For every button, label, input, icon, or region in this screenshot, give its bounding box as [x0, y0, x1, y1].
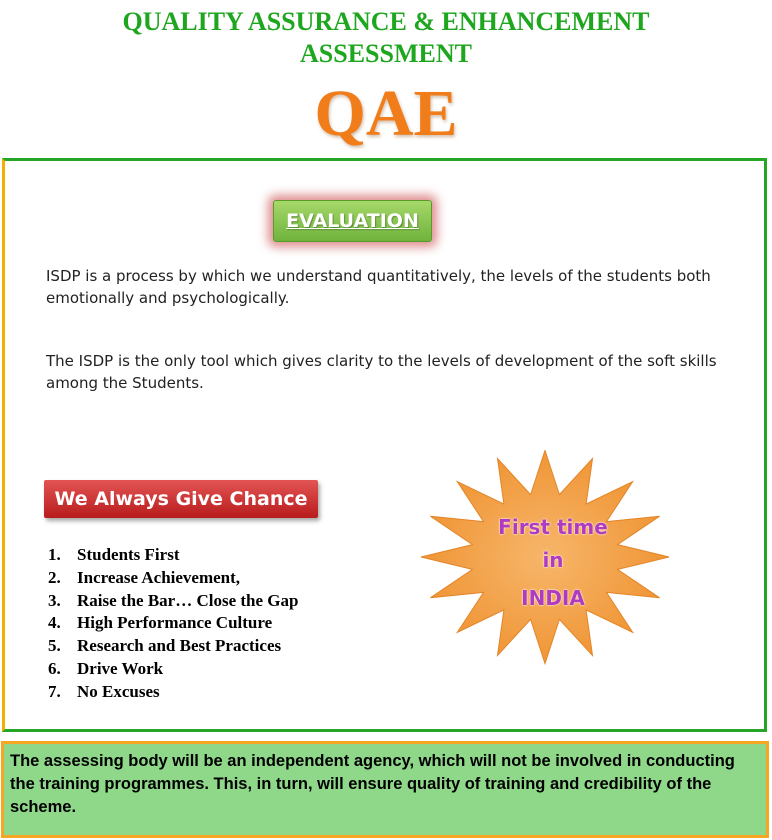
list-item-number: 4.: [48, 613, 61, 633]
evaluation-heading: EVALUATION: [273, 200, 432, 242]
chance-banner: We Always Give Chance: [44, 480, 318, 518]
list-item: [48, 567, 298, 590]
principles-list: [48, 544, 298, 704]
starburst-text-line2: in: [542, 548, 564, 572]
list-item-text: Raise the Bar… Close the Gap: [77, 590, 299, 610]
acronym-heading: QAE: [314, 77, 458, 150]
list-item: [48, 658, 298, 681]
list-item: [48, 612, 298, 635]
list-item-number: 2.: [48, 567, 61, 587]
starburst-text-line3: INDIA: [521, 586, 585, 610]
list-item-number: 5.: [48, 636, 61, 656]
list-item-text: Drive Work: [77, 658, 164, 678]
list-item-number: 6.: [48, 658, 61, 678]
list-item-text: Increase Achievement,: [77, 567, 241, 587]
list-item-text: Students First: [77, 545, 180, 564]
page-title-line1: QUALITY ASSURANCE & ENHANCEMENT: [122, 7, 650, 36]
list-item-text: No Excuses: [77, 681, 160, 701]
evaluation-paragraph-2: The ISDP is the only tool which gives clarity to the levels of development of the soft skills among the Students.: [46, 352, 717, 392]
list-item: [48, 544, 298, 567]
list-item-text: High Performance Culture: [77, 613, 273, 633]
scheme-note: The assessing body will be an independent agency, which will not be involved in conducting the training programmes. This, in turn, will ensure quality of training and credibility of the scheme.: [1, 741, 769, 838]
list-item-text: Research and Best Practices: [77, 636, 282, 656]
list-item-number: 7.: [48, 681, 61, 701]
evaluation-paragraph-1: ISDP is a process by which we understand quantitatively, the levels of the students both emotionally and psychologically.: [46, 267, 711, 307]
list-item: [48, 590, 298, 613]
list-item: [48, 635, 298, 658]
list-item-number: 3.: [48, 590, 61, 610]
list-item-number: 1.: [48, 545, 61, 564]
list-item: [48, 681, 298, 704]
page-title-line2: ASSESSMENT: [300, 39, 472, 68]
starburst-text-line1: First time: [498, 515, 608, 539]
